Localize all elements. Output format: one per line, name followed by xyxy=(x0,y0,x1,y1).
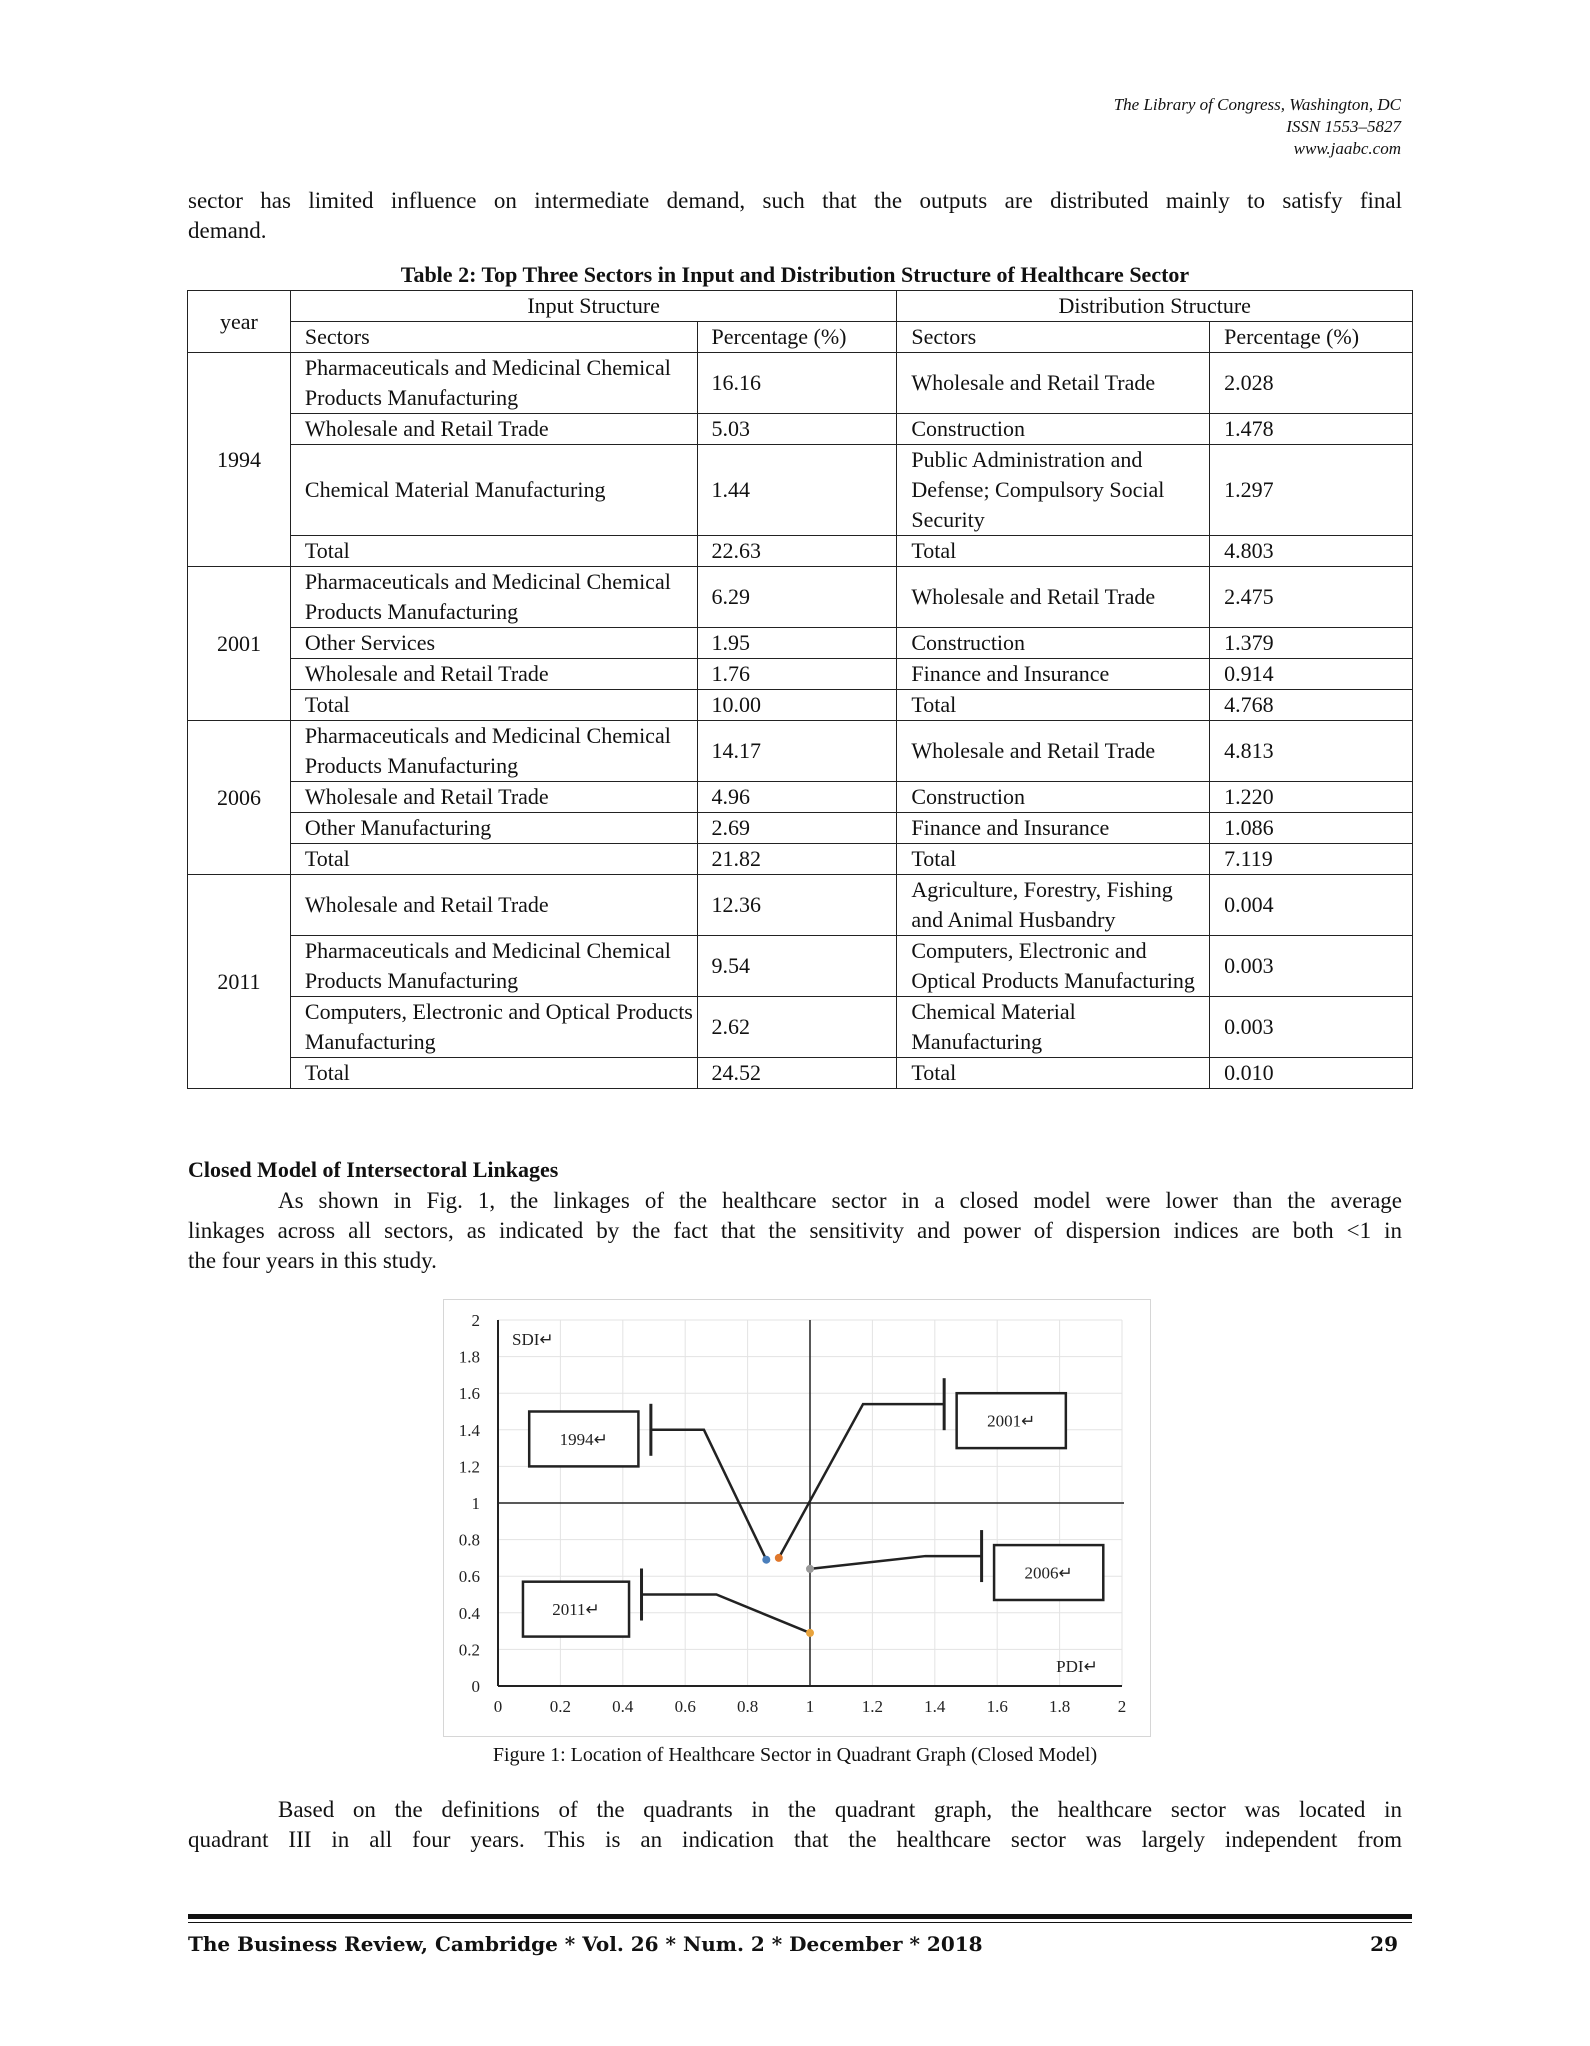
input-percent-cell: 14.17 xyxy=(697,721,897,782)
input-sector-cell: Total xyxy=(290,690,697,721)
input-sector-cell: Total xyxy=(290,844,697,875)
dist-sector-cell: Total xyxy=(897,1058,1210,1089)
input-percent-cell: 12.36 xyxy=(697,875,897,936)
input-sector-cell: Total xyxy=(290,536,697,567)
x-tick-label: 0.2 xyxy=(549,1697,572,1716)
x-tick-label: 0.8 xyxy=(736,1697,759,1716)
table-row xyxy=(188,875,1413,936)
running-header xyxy=(1114,94,1401,160)
input-percent-cell: 1.76 xyxy=(697,659,897,690)
table-row xyxy=(188,690,1413,721)
dist-percent-cell: 0.010 xyxy=(1210,1058,1413,1089)
x-tick-label: 1 xyxy=(805,1697,815,1716)
year-cell: 2006 xyxy=(188,721,291,875)
section-line-1: As shown in Fig. 1, the linkages of the healthcare sector in a closed model were lower than the average xyxy=(278,1188,1402,1213)
input-percentage-header: Percentage (%) xyxy=(697,322,897,353)
y-tick-label: 1.2 xyxy=(458,1457,480,1477)
dist-percent-cell: 1.379 xyxy=(1210,628,1413,659)
dist-percent-cell: 0.004 xyxy=(1210,875,1413,936)
leader-line xyxy=(779,1404,944,1558)
y-axis-label: SDI↵ xyxy=(512,1330,554,1349)
y-tick-label: 1 xyxy=(471,1494,480,1513)
dist-sector-cell: Computers, Electronic and Optical Products Manufacturing xyxy=(897,936,1210,997)
table-row xyxy=(188,659,1413,690)
input-sector-cell: Total xyxy=(290,1058,697,1089)
input-sector-cell: Chemical Material Manufacturing xyxy=(290,445,697,536)
table-row xyxy=(188,1058,1413,1089)
leader-line xyxy=(642,1595,810,1633)
dist-sector-cell: Finance and Insurance xyxy=(897,813,1210,844)
y-tick-label: 1.6 xyxy=(458,1384,480,1404)
dist-sector-cell: Total xyxy=(897,690,1210,721)
data-point xyxy=(806,1565,814,1573)
input-percent-cell: 1.95 xyxy=(697,628,897,659)
x-tick-label: 0 xyxy=(493,1697,503,1716)
input-percent-cell: 6.29 xyxy=(697,567,897,628)
section-paragraph xyxy=(188,1186,1402,1276)
dist-sector-cell: Total xyxy=(897,844,1210,875)
input-percent-cell: 2.69 xyxy=(697,813,897,844)
dist-sector-cell: Construction xyxy=(897,414,1210,445)
dist-sector-cell: Agriculture, Forestry, Fishing and Animal Husbandry xyxy=(897,875,1210,936)
dist-sector-cell: Chemical Material Manufacturing xyxy=(897,997,1210,1058)
y-tick-label: 0 xyxy=(471,1677,480,1696)
dist-percent-cell: 2.028 xyxy=(1210,353,1413,414)
section-heading: Closed Model of Intersectoral Linkages xyxy=(188,1157,559,1182)
year-header: year xyxy=(188,291,291,353)
data-point xyxy=(806,1629,814,1637)
x-axis-label: PDI↵ xyxy=(1056,1657,1098,1676)
y-tick-label: 1.8 xyxy=(458,1347,480,1367)
input-sector-cell: Wholesale and Retail Trade xyxy=(290,659,697,690)
table-row xyxy=(188,721,1413,782)
input-percent-cell: 21.82 xyxy=(697,844,897,875)
section-line-3: the four years in this study. xyxy=(188,1248,437,1273)
input-sector-cell: Wholesale and Retail Trade xyxy=(290,782,697,813)
dist-sector-cell: Construction xyxy=(897,628,1210,659)
x-tick-label: 2 xyxy=(1117,1697,1127,1716)
input-sector-cell: Wholesale and Retail Trade xyxy=(290,414,697,445)
x-tick-label: 1.6 xyxy=(986,1697,1008,1716)
y-tick-label: 0.8 xyxy=(458,1530,480,1550)
year-cell: 2011 xyxy=(188,875,291,1089)
footer-rule-thick xyxy=(188,1914,1412,1919)
dist-sector-cell: Construction xyxy=(897,782,1210,813)
y-tick-label: 2 xyxy=(471,1311,480,1330)
y-tick-label: 0.4 xyxy=(458,1603,480,1623)
table-row xyxy=(188,353,1413,414)
intro-paragraph xyxy=(188,186,1402,246)
dist-sector-cell: Total xyxy=(897,536,1210,567)
after-line-2: quadrant III in all four years. This is an indication that the healthcare sector was largely independent from xyxy=(188,1827,1402,1852)
leader-line xyxy=(810,1556,982,1569)
header-url: www.jaabc.com xyxy=(1293,139,1401,158)
input-sector-cell: Other Services xyxy=(290,628,697,659)
input-sector-cell: Pharmaceuticals and Medicinal Chemical Products Manufacturing xyxy=(290,721,697,782)
input-sector-cell: Computers, Electronic and Optical Products Manufacturing xyxy=(290,997,697,1058)
input-percent-cell: 22.63 xyxy=(697,536,897,567)
table-row xyxy=(188,936,1413,997)
dist-sector-cell: Finance and Insurance xyxy=(897,659,1210,690)
table-row xyxy=(188,813,1413,844)
input-percent-cell: 10.00 xyxy=(697,690,897,721)
table-row xyxy=(188,445,1413,536)
callout-label: 1994↵ xyxy=(559,1429,608,1449)
input-percent-cell: 16.16 xyxy=(697,353,897,414)
footer-journal: The Business Review, Cambridge * Vol. 26 * Num. 2 * December * 2018 xyxy=(188,1932,983,1956)
callout-label: 2006↵ xyxy=(1024,1563,1073,1583)
input-percent-cell: 9.54 xyxy=(697,936,897,997)
table-row xyxy=(188,628,1413,659)
intro-line-2: demand. xyxy=(188,218,267,243)
dist-percent-cell: 7.119 xyxy=(1210,844,1413,875)
header-library: The Library of Congress, Washington, DC xyxy=(1113,95,1401,114)
dist-sector-cell: Wholesale and Retail Trade xyxy=(897,567,1210,628)
callout-label: 2011↵ xyxy=(552,1600,600,1620)
data-point xyxy=(775,1554,783,1562)
input-sector-cell: Pharmaceuticals and Medicinal Chemical Products Manufacturing xyxy=(290,567,697,628)
dist-percent-cell: 1.220 xyxy=(1210,782,1413,813)
after-paragraph xyxy=(188,1795,1402,1855)
dist-percent-cell: 2.475 xyxy=(1210,567,1413,628)
y-tick-label: 0.2 xyxy=(458,1640,480,1660)
figure-caption: Figure 1: Location of Healthcare Sector in Quadrant Graph (Closed Model) xyxy=(492,1744,1098,1766)
dist-sector-cell: Wholesale and Retail Trade xyxy=(897,721,1210,782)
dist-percent-cell: 1.297 xyxy=(1210,445,1413,536)
intro-line-1: sector has limited influence on intermediate demand, such that the outputs are distributed mainly to satisfy final xyxy=(188,188,1402,213)
sectors-table xyxy=(187,290,1413,1089)
input-sectors-header: Sectors xyxy=(290,322,697,353)
header-issn: ISSN 1553–5827 xyxy=(1286,117,1401,136)
input-sector-cell: Other Manufacturing xyxy=(290,813,697,844)
input-percent-cell: 1.44 xyxy=(697,445,897,536)
input-structure-header: Input Structure xyxy=(290,291,896,322)
dist-percent-cell: 0.003 xyxy=(1210,936,1413,997)
input-sector-cell: Pharmaceuticals and Medicinal Chemical Products Manufacturing xyxy=(290,353,697,414)
section-line-2: linkages across all sectors, as indicated by the fact that the sensitivity and power of dispersion indices are both <1 in xyxy=(188,1218,1402,1243)
x-tick-label: 0.6 xyxy=(674,1697,696,1716)
after-line-1: Based on the definitions of the quadrants in the quadrant graph, the healthcare sector was located in xyxy=(278,1797,1402,1822)
input-percent-cell: 2.62 xyxy=(697,997,897,1058)
table-title: Table 2: Top Three Sectors in Input and Distribution Structure of Healthcare Sector xyxy=(400,262,1190,287)
table-header-row-1 xyxy=(188,291,1413,322)
table-row xyxy=(188,536,1413,567)
footer-rule-thin xyxy=(188,1922,1412,1923)
dist-percent-cell: 4.768 xyxy=(1210,690,1413,721)
table-row xyxy=(188,567,1413,628)
dist-percentage-header: Percentage (%) xyxy=(1210,322,1413,353)
year-cell: 2001 xyxy=(188,567,291,721)
input-sector-cell: Wholesale and Retail Trade xyxy=(290,875,697,936)
table-row xyxy=(188,997,1413,1058)
dist-percent-cell: 0.914 xyxy=(1210,659,1413,690)
x-tick-label: 1.2 xyxy=(861,1697,884,1716)
dist-sector-cell: Public Administration and Defense; Compulsory Social Security xyxy=(897,445,1210,536)
input-sector-cell: Pharmaceuticals and Medicinal Chemical Products Manufacturing xyxy=(290,936,697,997)
dist-percent-cell: 4.813 xyxy=(1210,721,1413,782)
leader-line xyxy=(651,1430,766,1560)
quadrant-chart xyxy=(444,1300,1150,1736)
table-row xyxy=(188,844,1413,875)
input-percent-cell: 4.96 xyxy=(697,782,897,813)
x-tick-label: 0.4 xyxy=(612,1697,634,1716)
table-row xyxy=(188,414,1413,445)
distribution-structure-header: Distribution Structure xyxy=(897,291,1413,322)
input-percent-cell: 5.03 xyxy=(697,414,897,445)
page-footer xyxy=(188,1932,1398,1956)
year-cell: 1994 xyxy=(188,353,291,567)
dist-percent-cell: 1.086 xyxy=(1210,813,1413,844)
x-tick-label: 1.4 xyxy=(924,1697,946,1716)
dist-sector-cell: Wholesale and Retail Trade xyxy=(897,353,1210,414)
dist-sectors-header: Sectors xyxy=(897,322,1210,353)
dist-percent-cell: 1.478 xyxy=(1210,414,1413,445)
y-tick-label: 0.6 xyxy=(458,1567,480,1587)
x-tick-label: 1.8 xyxy=(1048,1697,1071,1716)
table-header-row-2 xyxy=(188,322,1413,353)
quadrant-figure xyxy=(443,1299,1151,1737)
dist-percent-cell: 0.003 xyxy=(1210,997,1413,1058)
callout-label: 2001↵ xyxy=(987,1411,1036,1431)
table-row xyxy=(188,782,1413,813)
data-point xyxy=(762,1556,770,1564)
dist-percent-cell: 4.803 xyxy=(1210,536,1413,567)
page-number: 29 xyxy=(1370,1932,1398,1956)
y-tick-label: 1.4 xyxy=(458,1420,480,1440)
input-percent-cell: 24.52 xyxy=(697,1058,897,1089)
